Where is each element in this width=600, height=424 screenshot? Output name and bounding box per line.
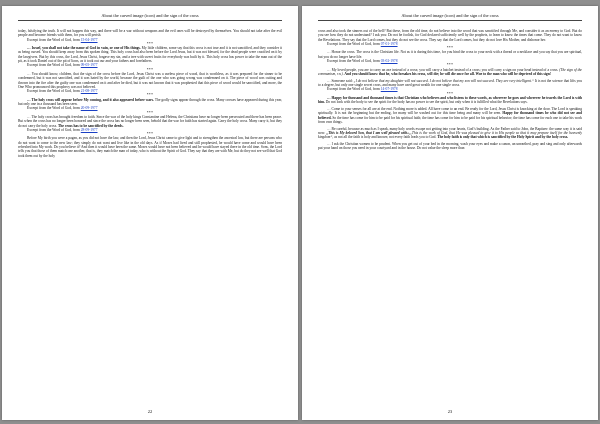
section-separator: *** (446, 63, 454, 68)
section-separator: *** (446, 46, 454, 51)
reference-text: Excerpt from the Word of God, from (27, 37, 80, 42)
paragraph-text: … Be careful, because as much as I speak, many holy words escape not getting into your hearts, God’s building. As the Father said to John, the Baptizer: (327, 126, 550, 131)
paragraph-text: … Someone said: (327, 78, 354, 83)
paragraph-text: … I ask the Christian women to be prudent. When you get out of your bed in the morning, wash your eyes and make a canon, an unearthed, pray and sing and only afterwards put your hand on those you need in your courtyard and in the house. Do not value the sleep more than (318, 142, 582, 151)
paragraph (18, 136, 282, 157)
paragraph-text: Do not look with the body to see the spirit for the body has no power to see the spirit, but only when it is fulfilled what the Revelations says. (324, 100, 528, 105)
date-link[interactable]: 20-09-1977 (80, 106, 98, 111)
paragraph (318, 127, 582, 140)
page-number: 22 (147, 409, 153, 414)
paragraph-text: … My loved people, you are to carry an axe instead of a cross; you will carry a hatchet instead of a cross; you will carry a sign on your head instead of a cross. (327, 67, 559, 72)
paragraph (318, 68, 582, 77)
paragraph (18, 29, 282, 38)
bold-text: And you should know that he, who forsakes his cross, will die; he will die once for all. Woe to the man who will be deprived of this sign! (343, 71, 551, 76)
date-link[interactable]: 28-09-1977 (80, 127, 98, 132)
bold-text: Happy for thousand times be who did not see and believed. (318, 111, 582, 120)
paragraph-text: Before My birth you were a pagan, as you did not have the law, and then the Lord, Jesus Christ came to give light and to strengthen the ancestral law, but there are persons who do not want to come to the new law; they simply do not want and live like in the old days. As if Moses had lived and still prophesied, he would have come and would have been refreshed into My work. Do you believe it? And then it would have been the same. Moses would have not been believed and he would have stayed there in the old time. Sons, the Lord tells you that those of them match one another, that is, they match the man of today, who is without the Spirit of God. They say that they are with Me, but do they not see well that God took them out by the holy (18, 136, 282, 158)
paragraph-text: The godly signs appear through the cross. Many crosses have appeared during this year, but only one in a thousand has been seen. (18, 97, 282, 107)
paragraph (318, 29, 582, 42)
paragraph-text: the same way it is said now: (318, 126, 582, 136)
paragraph-text: cross and also took the sinners out of the hell? But these, from the old time, do not believe into the wood that was sanctified through Me, and consider it as an enemy to God. But do you see how they do not understand? I ask you: Do not be foolish, for God declared sufficiently well by the prophets, to learn to know the times that come. They do not want to know the Revelations. They say that the Lord comes, but they do not see the cross. They say that the Lord comes, but they do not love His Mother, and dishonor her. (318, 29, 582, 42)
reference-text: Excerpt from the Word of God, from (327, 59, 380, 64)
page-number: 23 (447, 409, 453, 414)
paragraph (18, 46, 282, 63)
date-link[interactable]: 15-04-1977 (80, 37, 98, 42)
date-link[interactable]: 21-08-1977 (80, 89, 98, 94)
italic-text: „I do not believe that my daughter will not succeed. I do not believe that my son will not succeed. They are very intelligent.“ (353, 78, 534, 83)
bold-text: The holy faith is only that which is sanctified by the Holy Spirit and by the holy cross. (436, 135, 569, 140)
italic-text: (The sign of the communism, r.n.). (318, 67, 582, 76)
bold-text: … Israel, you shall not take the name of God in vain, or one of His things. (27, 46, 141, 51)
reference-text: Excerpt from the Word of God, from (27, 89, 80, 94)
paragraph (318, 107, 582, 124)
reference-text: Excerpt from the Word of God, from (327, 41, 380, 46)
paragraph-text: … The holy cross has brought freedom to faith. Since the war of the holy kings Constantine and Helena, the Christians have no longer been persecuted and there has been peace. But when the cross has no longer been honored and since the cross has no longer been seen, behold that the war for faith has started again. Carry the holy cross. Many carry it, but they do not carry the holy cross. (18, 114, 282, 128)
paragraph-text: as not all the faith is holy and known; not every faith leads you to God. (333, 135, 437, 140)
bold-italic-text: „This is My beloved Son, that I am well pleased with«, (326, 131, 410, 136)
section-separator: *** (146, 67, 154, 72)
paragraph (18, 98, 282, 107)
paragraph (318, 50, 582, 59)
left-page (2, 6, 298, 420)
section-separator: *** (446, 91, 454, 96)
date-link[interactable]: 14-07-1978 (380, 87, 398, 92)
paragraph (318, 79, 582, 88)
reference-text: Excerpt from the Word of God, from (327, 87, 380, 92)
paragraph-text: … Honor the cross. The cross is the Christian life. Not as it is during this time, for you bind the cross to your neck with a thread or a necklace and you say that you are spiritual, but you do no longer have life. (318, 50, 582, 59)
paragraph-text: My little children, some say that this cross is not true and it is not sanctified, and they consider it as being cursed. You should keep away from this spoken thing. This holy cross had also been before the Lord Jesus, but it was not blessed, for the dead people were crucified on it by the lawgivers. But by this cross, the Lord, Jesus Christ, forgave my sin, and a tree with sweet fruits for everybody was built by it. This holy cross has power to take the man out of the pit, as it took Daniel out of the pit of lions, as it took out our and your fathers and forefathers. (18, 46, 282, 64)
paragraph-text: today, falsifying the truth. It will not happen this way, and there will be a war without weapons and the evil ones will be destroyed by themselves. You should not take after the evil people and become friends with them, for you will perish. (18, 29, 282, 38)
bold-text: … Happy for thousand and thousand times is that Christian who believes and who listens to these words, as wherever he goes and wherever he travels the Lord is with him. (318, 95, 582, 105)
bold-text: … The holy cross will appear before My coming, and it also appeared before wars. (27, 97, 154, 102)
page-content (18, 29, 282, 158)
paragraph (318, 142, 582, 151)
paragraph (18, 115, 282, 128)
page-content (318, 29, 582, 151)
running-header: About the carved image (icon) and the sign of the cross (18, 13, 282, 21)
date-link[interactable]: 03-02-1978 (380, 59, 398, 64)
paragraph-text: It is not the science that lifts you to a degree, but only one single secret cross, and many have used great wealth for one single cross. (318, 78, 582, 88)
section-separator: *** (146, 110, 154, 115)
right-page (302, 6, 598, 420)
paragraph-text: … Come to your senses for all are at the end. Nothing more is added. All have come to an end. Be ready for the Lord, Jesus Christ is knocking at the door. The Lord is speaking spiritually. It is not the beginning but the ending, for many will be washed out for this time being and many will be seen. (318, 107, 582, 116)
italic-text: „This is the work of God, that He was pleased to give it to His people so that it may prepare itself for the heavenly kingdom“, (318, 131, 582, 140)
bold-text: The cross has to be sanctified by the deeds. (57, 123, 124, 128)
paragraph (18, 72, 282, 89)
reference-text: Excerpt from the Word of God, from (27, 106, 80, 111)
section-separator: *** (146, 132, 154, 137)
reference-text: Excerpt from the Word of God, from (27, 127, 80, 132)
running-header: About the carved image (icon) and the sign of the cross (318, 13, 582, 21)
date-link[interactable]: 09-05-1977 (80, 63, 98, 68)
paragraph-text: … You should know, children, that the sign of the cross before the Lord, Jesus Christ was a useless piece of wood, that is worthless, as it was prepared for the sinner to be condemned, but it was not sanctified, and it was hated by the world, because the guilt of the one who was going wrong was condemned on it. The piece of wood was cutting and thrown into the fire after the guilty one was condemned on it and after he died, but it was not known that it was prophesied that this piece of wood would be sanctified, and more, the One Who pronounced this prophecy was not believed. (18, 71, 282, 89)
section-separator: *** (146, 93, 154, 98)
reference-text: Excerpt from the Word of God, from (27, 63, 80, 68)
paragraph (318, 96, 582, 105)
date-link[interactable]: 07-01-1978 (380, 41, 398, 46)
paragraph-text: So the time has come for him to be paid for his spiritual faith; the time has come for him to be paid for his spiritual behavior; the time has come for each one to take his work from own things. (318, 115, 582, 124)
section-separator: *** (146, 41, 154, 46)
